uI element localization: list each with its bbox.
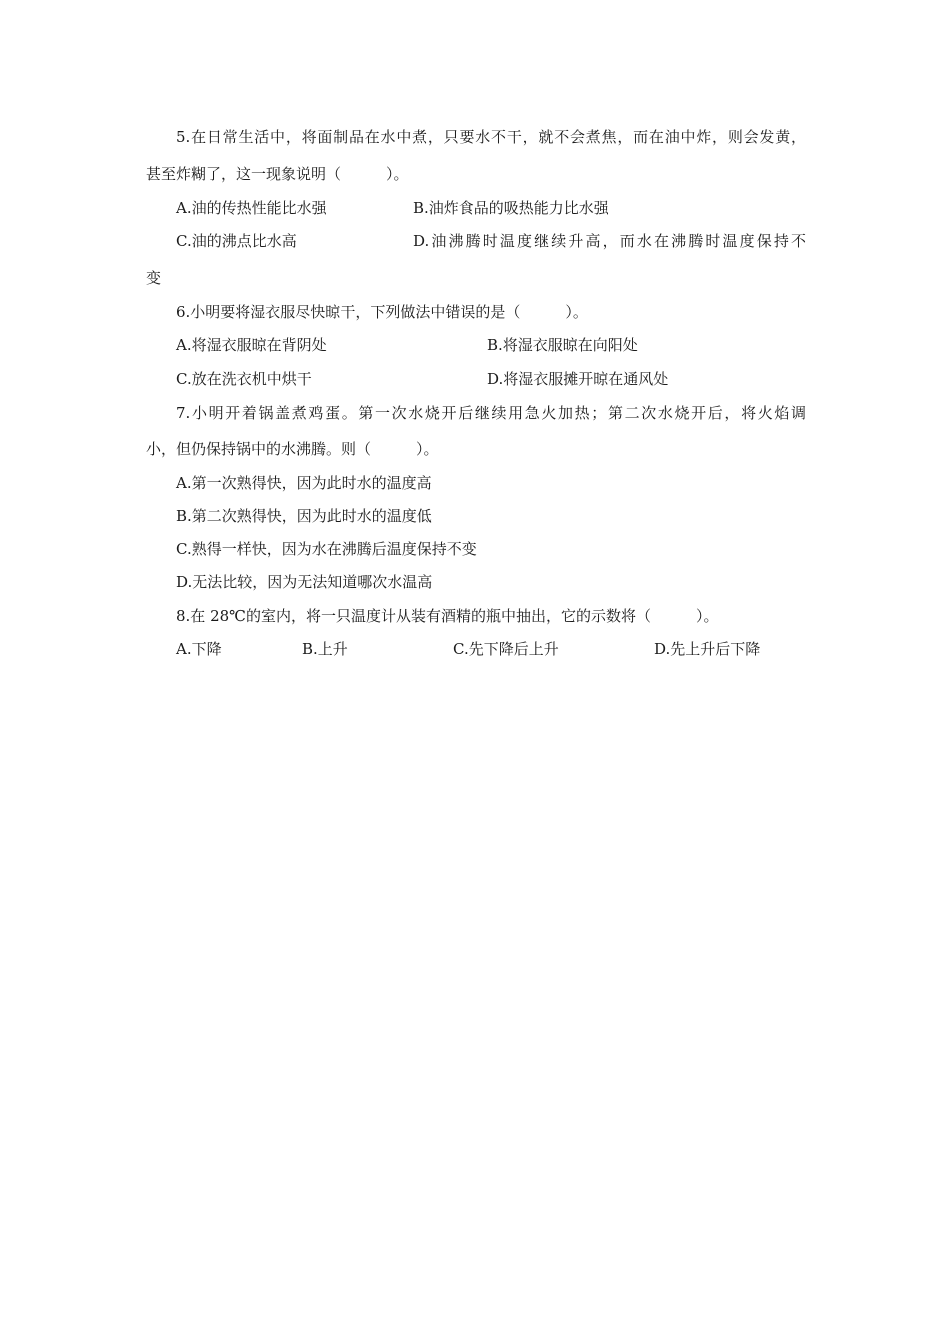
question-8-option-a: A.下降 bbox=[176, 640, 222, 658]
question-8-option-c: C.先下降后上升 bbox=[453, 640, 559, 658]
question-7-stem-line-2: 小，但仍保持锅中的水沸腾。则（ ）。 bbox=[146, 440, 439, 458]
question-8-option-d: D.先上升后下降 bbox=[654, 640, 761, 658]
question-5-option-d-line-1: D.油沸腾时温度继续升高，而水在沸腾时温度保持不 bbox=[413, 232, 806, 250]
question-6-option-b: B.将湿衣服晾在向阳处 bbox=[487, 336, 638, 354]
question-8-stem-line-1: 8.在 28℃的室内，将一只温度计从装有酒精的瓶中抽出，它的示数将（ ）。 bbox=[176, 607, 719, 625]
question-7-option-a: A.第一次熟得快，因为此时水的温度高 bbox=[176, 474, 432, 492]
question-5-option-b: B.油炸食品的吸热能力比水强 bbox=[413, 199, 609, 217]
question-5-stem-line-2: 甚至炸糊了，这一现象说明（ ）。 bbox=[146, 165, 409, 183]
question-6-option-a: A.将湿衣服晾在背阴处 bbox=[176, 336, 327, 354]
question-5-option-c: C.油的沸点比水高 bbox=[176, 232, 297, 250]
question-7-option-d: D.无法比较，因为无法知道哪次水温高 bbox=[176, 573, 433, 591]
question-5-option-d-line-2: 变 bbox=[146, 269, 162, 287]
question-7-option-c: C.熟得一样快，因为水在沸腾后温度保持不变 bbox=[176, 540, 477, 558]
question-6-option-c: C.放在洗衣机中烘干 bbox=[176, 370, 312, 388]
question-5-stem-line-1: 5.在日常生活中，将面制品在水中煮，只要水不干，就不会煮焦，而在油中炸，则会发黄， bbox=[176, 128, 806, 146]
question-6-option-d: D.将湿衣服摊开晾在通风处 bbox=[487, 370, 669, 388]
question-5-option-a: A.油的传热性能比水强 bbox=[176, 199, 327, 217]
question-7-option-b: B.第二次熟得快，因为此时水的温度低 bbox=[176, 507, 432, 525]
question-6-stem-line-1: 6.小明要将湿衣服尽快晾干，下列做法中错误的是（ ）。 bbox=[176, 303, 588, 321]
question-7-stem-line-1: 7.小明开着锅盖煮鸡蛋。第一次水烧开后继续用急火加热；第二次水烧开后，将火焰调 bbox=[176, 404, 806, 422]
question-8-option-b: B.上升 bbox=[302, 640, 348, 658]
